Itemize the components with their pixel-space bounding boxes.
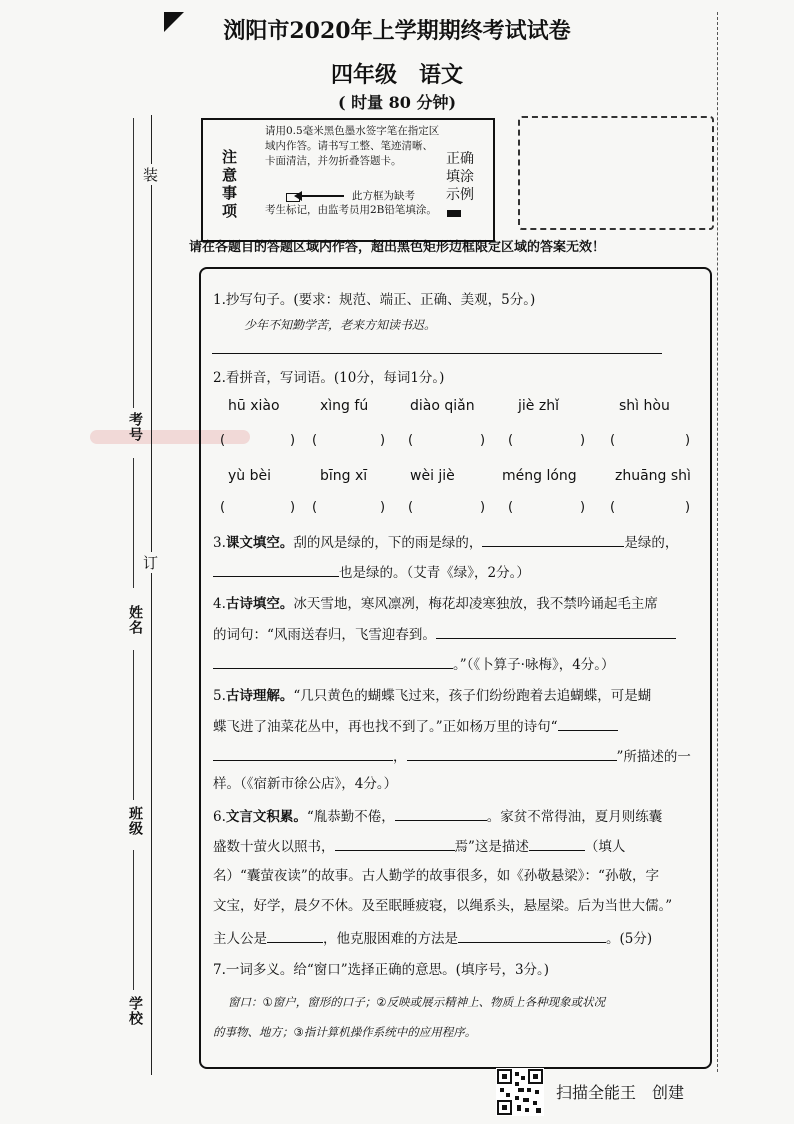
pinyin-item: diào qiǎn: [410, 398, 475, 414]
paren-open: (: [408, 500, 414, 515]
q6-text-a2: 。家贫不常得油，夏月则练囊: [486, 809, 663, 825]
paren-close: ): [380, 433, 386, 448]
q3-heading: 课文填空。: [225, 535, 294, 551]
q6-text-b2: 焉”这是描述: [454, 839, 529, 855]
q5-text-b: 蝶飞进了油菜花丛中，再也找不到了。”正如杨万里的诗句“: [213, 719, 558, 735]
paren-open: (: [220, 433, 226, 448]
q5-line1: [213, 686, 651, 706]
arrow-left-icon: [300, 195, 344, 197]
q5-line3: [213, 746, 691, 767]
qr-code-icon: [496, 1068, 544, 1116]
xingming-label: 姓名: [127, 605, 143, 635]
q7-title: 7.一词多义。给“窗口”选择正确的意思。(填序号，3分。): [213, 962, 550, 978]
q7-definition-b: 的事物、地方；③指计算机操作系统中的应用程序。: [213, 1025, 477, 1039]
paren-open: (: [312, 500, 318, 515]
q6-line5: [213, 928, 652, 949]
q5-blank-2[interactable]: [213, 746, 393, 761]
paren-close: ): [580, 433, 586, 448]
q6-text-e2: ，他克服困难的方法是: [323, 931, 458, 947]
notice-text: 请用0.5毫米黑色墨水签字笔在指定区域内作答。请书写工整、笔迹清晰、卡面清洁，并勿折叠答题卡。: [265, 125, 440, 167]
pinyin-item: méng lóng: [502, 468, 577, 484]
q4-text-c: 。”（《卜算子·咏梅》，4分。）: [453, 657, 615, 673]
q5-text-c-mid: ，: [393, 749, 407, 765]
q6-blank-1[interactable]: [395, 806, 487, 821]
q6-blank-5[interactable]: [458, 928, 606, 943]
paren-close: ): [480, 433, 486, 448]
paren-open: (: [312, 433, 318, 448]
q5-blank-3[interactable]: [407, 746, 617, 761]
paren-close: ): [685, 433, 691, 448]
paren-open: (: [508, 433, 514, 448]
banji-line-top: [133, 650, 134, 800]
q4-line3: [213, 654, 615, 675]
xuexiao-label: 学校: [127, 996, 143, 1026]
q3-num: 3.: [213, 535, 226, 551]
q4-heading: 古诗填空。: [225, 596, 294, 612]
q6-heading: 文言文积累。: [225, 809, 307, 825]
q6-num: 6.: [213, 809, 226, 825]
notice-heading: 注意事项: [222, 148, 238, 220]
correct-fill-label: 正确填涂示例: [446, 151, 474, 203]
q1-answer-line[interactable]: [212, 353, 662, 354]
answer-warning: 请在各题目的答题区域内作答，超出黑色矩形边框限定区域的答案无效！: [188, 240, 605, 255]
paren-close: ): [290, 500, 296, 515]
scanner-brand: 扫描全能王 创建: [556, 1083, 685, 1102]
q6-text-b3: （填人: [584, 839, 626, 855]
absent-note-a: 此方框为缺考: [352, 190, 415, 202]
q6-line3: 名）“囊萤夜读”的故事。古人勤学的故事很多，如《孙敬悬梁》：“孙敬，字: [213, 868, 659, 884]
paren-open: (: [610, 500, 616, 515]
q7-definition-a: 窗口：①窗户，窗形的口子；②反映或展示精神上、物质上各种现象或状况: [228, 995, 606, 1009]
q3-text-a: 刮的风是绿的，下的雨是绿的，: [293, 535, 483, 551]
q5-num: 5.: [213, 688, 226, 704]
q3-line1: [213, 532, 678, 553]
q4-line1: [213, 594, 658, 614]
paren-close: ): [290, 433, 296, 448]
answer-box-2[interactable]: [320, 446, 378, 448]
binding-line: [151, 115, 152, 1075]
answer-box-4[interactable]: [516, 446, 578, 448]
binding-char-zhuang: 装: [143, 166, 159, 184]
answer-box-5[interactable]: [618, 446, 682, 448]
kaohao-line: [133, 118, 134, 408]
q6-line2: [213, 836, 625, 857]
exam-subtitle: 四年级 语文: [330, 62, 463, 88]
q4-blank-2[interactable]: [213, 654, 453, 669]
q3-line2: [213, 562, 530, 583]
q1-sentence: 少年不知勤学苦，老来方知读书迟。: [244, 318, 437, 332]
kaohao-label: 考号: [127, 412, 143, 442]
paren-close: ): [480, 500, 486, 515]
pinyin-item: jiè zhǐ: [518, 398, 559, 414]
q5-text-c-end: ”所描述的一: [616, 749, 691, 765]
paren-close: ): [580, 500, 586, 515]
exam-duration: ( 时量 80 分钟): [337, 93, 457, 112]
right-cut-line: [717, 12, 718, 1072]
q2-title: 2.看拼音，写词语。(10分，每词1分。): [213, 370, 445, 386]
banji-label: 班级: [127, 806, 143, 836]
q3-text-c: 也是绿的。（艾青《绿》，2分。）: [339, 565, 530, 581]
pinyin-item: shì hòu: [619, 398, 670, 414]
q6-text-e3: 。(5分): [606, 931, 653, 947]
paren-open: (: [408, 433, 414, 448]
pinyin-item: yù bèi: [228, 468, 271, 484]
pinyin-item: xìng fú: [320, 398, 369, 414]
q3-blank-2[interactable]: [213, 562, 339, 577]
q4-text-b: 的词句：“风雨送春归，飞雪迎春到。: [213, 627, 436, 643]
absent-note-b: 考生标记，由监考员用2B铅笔填涂。: [265, 204, 437, 216]
q3-blank-1[interactable]: [482, 532, 624, 547]
q5-line4: 样。（《宿新市徐公店》，4分。）: [213, 776, 398, 792]
q3-text-b: 是绿的，: [624, 535, 679, 551]
q5-line2: [213, 716, 618, 737]
xuexiao-line-top: [133, 850, 134, 990]
q5-heading: 古诗理解。: [225, 688, 294, 704]
paren-open: (: [220, 500, 226, 515]
q6-blank-3[interactable]: [529, 836, 585, 851]
paren-close: ): [380, 500, 386, 515]
paren-open: (: [610, 433, 616, 448]
pinyin-item: bīng xī: [320, 468, 368, 484]
q4-num: 4.: [213, 596, 226, 612]
q6-line1: [213, 806, 662, 827]
pinyin-item: hū xiào: [228, 398, 280, 414]
answer-box-3[interactable]: [416, 446, 478, 448]
q4-blank-1[interactable]: [436, 624, 676, 639]
xingming-line-top: [133, 458, 134, 588]
q4-line2: [213, 624, 676, 645]
q5-text-a: “几只黄色的蝴蝶飞过来，孩子们纷纷跑着去追蝴蝶，可是蝴: [293, 688, 652, 704]
paren-open: (: [508, 500, 514, 515]
q6-text-e1: 主人公是: [213, 931, 267, 947]
q6-blank-4[interactable]: [267, 928, 323, 943]
q5-blank-1[interactable]: [558, 716, 618, 731]
correct-fill-example: [447, 210, 461, 217]
q6-text-b1: 盛数十萤火以照书，: [213, 839, 335, 855]
q6-text-a1: “胤恭勤不倦，: [306, 809, 395, 825]
q4-text-a: 冰天雪地，寒风凛冽，梅花却凌寒独放，我不禁吟诵起毛主席: [293, 596, 658, 612]
barcode-area: [518, 116, 714, 230]
exam-title: 浏阳市2020年上学期期终考试试卷: [223, 18, 571, 44]
q1-title: 1.抄写句子。(要求：规范、端正、正确、美观，5分。): [213, 292, 536, 308]
binding-char-ding: 订: [143, 554, 159, 572]
pinyin-item: zhuāng shì: [615, 468, 691, 484]
answer-box-1[interactable]: [228, 446, 288, 448]
q6-line4: 文宝，好学，晨夕不休。及至眠睡疲寝，以绳系头，悬屋梁。后为当世大儒。”: [213, 898, 673, 914]
q6-blank-2[interactable]: [335, 836, 455, 851]
paren-close: ): [685, 500, 691, 515]
pinyin-item: wèi jiè: [410, 468, 455, 484]
